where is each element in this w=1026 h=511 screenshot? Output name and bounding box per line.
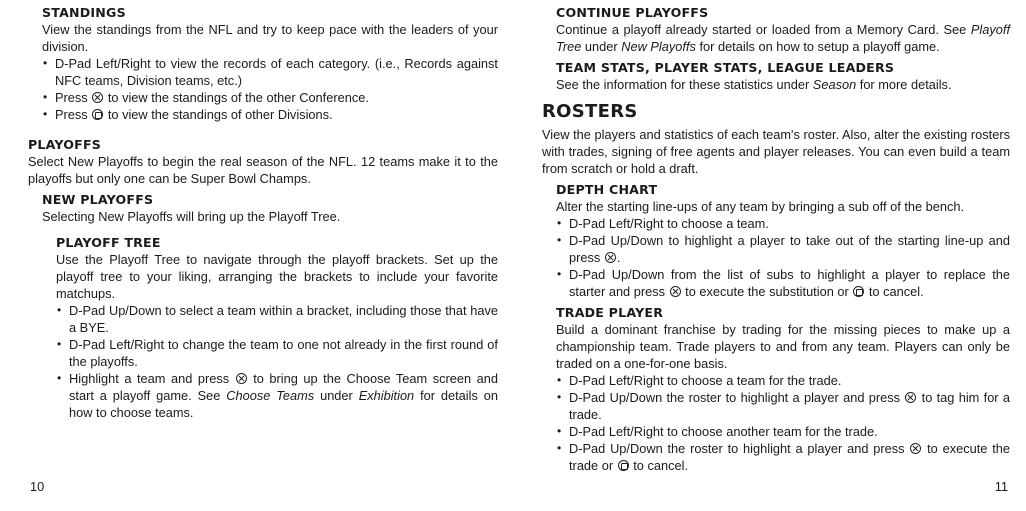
list-item: • D-Pad Left/Right to choose a team.	[556, 215, 1010, 232]
triangle-button-icon	[618, 460, 629, 471]
list-item: • D-Pad Up/Down the roster to highlight a player and press to tag him for a trade.	[556, 389, 1010, 423]
list-item: • D-Pad Up/Down to select a team within a bracket, including those that have a BYE.	[56, 302, 498, 336]
team-stats-section	[542, 59, 1010, 93]
playoffs-heading: PLAYOFFS	[28, 137, 102, 152]
trade-player-bullets	[556, 372, 1010, 474]
left-page	[28, 0, 498, 511]
rosters-text: View the players and statistics of each team's roster. Also, alter the existing rosters with trades, signing of free agents and player releases. You can even build a team from scratch or hold a draft.	[542, 127, 1010, 176]
x-button-icon	[670, 286, 681, 297]
list-item: • D-Pad Left/Right to view the records of each category. (i.e., Records against NFC teams, Division teams, etc.)	[42, 55, 498, 89]
x-button-icon	[905, 392, 916, 403]
playoff-tree-text: Use the Playoff Tree to navigate through the playoff brackets. Set up the playoff tree to your liking, arranging the brackets to include your favorite matchups.	[56, 252, 498, 301]
continue-playoffs-text: Continue a playoff already started or loaded from a Memory Card. See Playoff Tree under New Playoffs for details on how to setup a playoff game.	[556, 22, 1010, 54]
x-button-icon	[92, 92, 103, 103]
list-item: • D-Pad Left/Right to choose a team for the trade.	[556, 372, 1010, 389]
new-playoffs-heading: NEW PLAYOFFS	[42, 192, 154, 207]
new-playoffs-text: Selecting New Playoffs will bring up the Playoff Tree.	[42, 209, 341, 224]
right-page	[542, 0, 1010, 511]
triangle-button-icon	[92, 109, 103, 120]
trade-player-text: Build a dominant franchise by trading for the missing pieces to make up a championship team. Trade players to and from any team. Players can only be traded on a one-for-one basis.	[556, 322, 1010, 371]
playoff-tree-bullets	[56, 302, 498, 421]
list-item: • D-Pad Up/Down the roster to highlight a player and press to execute the trade or to cancel.	[556, 440, 1010, 474]
list-item: • Press to view the standings of the other Conference.	[42, 89, 498, 106]
list-item: • D-Pad Left/Right to choose another team for the trade.	[556, 423, 1010, 440]
triangle-button-icon	[853, 286, 864, 297]
new-playoffs-section	[28, 191, 498, 225]
playoffs-section	[28, 136, 498, 187]
team-stats-heading: TEAM STATS, PLAYER STATS, LEAGUE LEADERS	[556, 60, 895, 75]
continue-playoffs-section	[542, 4, 1010, 55]
x-button-icon	[236, 373, 247, 384]
list-item: • Highlight a team and press to bring up the Choose Team screen and start a playoff game. See Choose Teams under Exhibition for details on how to choose teams.	[56, 370, 498, 421]
standings-intro: View the standings from the NFL and try to keep pace with the leaders of your division.	[42, 22, 498, 54]
standings-heading: STANDINGS	[42, 5, 126, 20]
playoff-tree-heading: PLAYOFF TREE	[56, 235, 161, 250]
playoffs-text: Select New Playoffs to begin the real season of the NFL. 12 teams make it to the playoffs but only one can be Super Bowl Champs.	[28, 154, 498, 186]
depth-chart-text: Alter the starting line-ups of any team by bringing a sub off of the bench.	[556, 199, 965, 214]
team-stats-text: See the information for these statistics under Season for more details.	[556, 77, 952, 92]
x-button-icon	[910, 443, 921, 454]
rosters-section	[542, 101, 1010, 177]
page-number-right: 11	[994, 479, 1008, 494]
list-item: • D-Pad Up/Down from the list of subs to highlight a player to replace the starter and press to execute the substitution or to cancel.	[556, 266, 1010, 300]
list-item: • D-Pad Left/Right to change the team to one not already in the first round of the playoffs.	[56, 336, 498, 370]
trade-player-section	[542, 304, 1010, 474]
list-item: • D-Pad Up/Down to highlight a player to take out of the starting line-up and press .	[556, 232, 1010, 266]
trade-player-heading: TRADE PLAYER	[556, 305, 664, 320]
standings-bullets	[42, 55, 498, 123]
list-item: • Press to view the standings of other Divisions.	[42, 106, 498, 123]
page-number-left: 10	[30, 479, 45, 494]
playoff-tree-section	[28, 234, 498, 421]
depth-chart-heading: DEPTH CHART	[556, 182, 658, 197]
continue-playoffs-heading: CONTINUE PLAYOFFS	[556, 5, 709, 20]
depth-chart-bullets	[556, 215, 1010, 300]
depth-chart-section	[542, 181, 1010, 300]
rosters-heading: ROSTERS	[542, 101, 638, 122]
x-button-icon	[605, 252, 616, 263]
standings-section	[28, 4, 498, 123]
